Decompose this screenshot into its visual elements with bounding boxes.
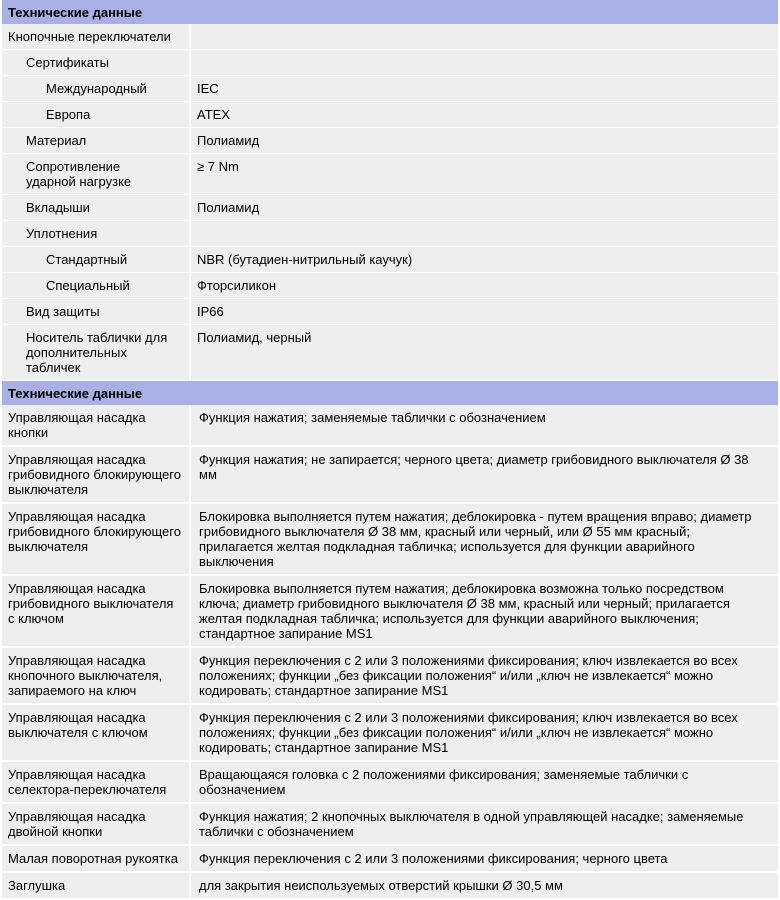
table-row — [2, 102, 778, 128]
table-row — [2, 76, 778, 102]
row-label: Управляющая насадка селектора-переключателя — [2, 761, 190, 803]
row-value — [190, 221, 778, 247]
table-row — [2, 647, 778, 704]
row-value: ≥ 7 Nm — [190, 154, 778, 195]
table-row — [2, 872, 778, 899]
section-header — [2, 381, 778, 405]
row-value: Функция переключения с 2 или 3 положениями фиксирования; черного цвета — [190, 845, 778, 872]
table-row — [2, 446, 778, 503]
table-row — [2, 803, 778, 845]
table-row — [2, 128, 778, 154]
row-value: Полиамид — [190, 195, 778, 221]
row-value: NBR (бутадиен-нитрильный каучук) — [190, 247, 778, 273]
row-label: Европа — [2, 102, 190, 128]
row-label: Уплотнения — [2, 221, 190, 247]
row-label: Кнопочные переключатели — [2, 24, 190, 50]
row-value — [190, 24, 778, 50]
table-row — [2, 221, 778, 247]
row-label: Материал — [2, 128, 190, 154]
row-value: для закрытия неиспользуемых отверстий крышки Ø 30,5 мм — [190, 872, 778, 899]
table-row — [2, 299, 778, 325]
row-value: Функция нажатия; заменяемые таблички с обозначением — [190, 405, 778, 446]
row-value: Полиамид, черный — [190, 325, 778, 381]
spec-table-basic — [2, 0, 778, 381]
row-value: Функция переключения с 2 или 3 положениями фиксирования; ключ извлекается во всех положениях; функции „без фиксации положения“ и/или „ключ не извлекается“ можно кодировать; стандартное запирание MS1 — [190, 647, 778, 704]
row-label: Управляющая насадка грибовидного блокирующего выключателя — [2, 446, 190, 503]
row-label: Вид защиты — [2, 299, 190, 325]
table-row — [2, 195, 778, 221]
spec-table-operators — [2, 381, 778, 900]
table-row — [2, 50, 778, 76]
section-title: Технические данные — [2, 381, 778, 405]
table-row — [2, 325, 778, 381]
table-row — [2, 273, 778, 299]
row-value: Функция нажатия; 2 кнопочных выключателя в одной управляющей насадке; заменяемые таблички с обозначением — [190, 803, 778, 845]
row-label: Международный — [2, 76, 190, 102]
row-value: Блокировка выполняется путем нажатия; деблокировка - путем вращения вправо; диаметр грибовидного выключателя Ø 38 мм, красный или черный, или Ø 55 мм красный; прилагается желтая подкладная табличка; используется для функции аварийного выключения — [190, 503, 778, 575]
table-row — [2, 761, 778, 803]
row-label: Малая поворотная рукоятка — [2, 845, 190, 872]
row-label: Управляющая насадка двойной кнопки — [2, 803, 190, 845]
row-value: Фторсиликон — [190, 273, 778, 299]
table-row — [2, 24, 778, 50]
row-label: Управляющая насадка грибовидного блокирующего выключателя — [2, 503, 190, 575]
row-label: Носитель таблички для дополнительных табличек — [2, 325, 190, 381]
row-label: Заглушка — [2, 872, 190, 899]
row-value — [190, 50, 778, 76]
row-label: Управляющая насадка выключателя с ключом — [2, 704, 190, 761]
table-row — [2, 405, 778, 446]
table-row — [2, 575, 778, 647]
row-value: Функция нажатия; не запирается; черного цвета; диаметр грибовидного выключателя Ø 38 мм — [190, 446, 778, 503]
section-title: Технические данные — [2, 0, 778, 24]
row-label: Специальный — [2, 273, 190, 299]
row-label: Стандартный — [2, 247, 190, 273]
row-label: Управляющая насадка кнопки — [2, 405, 190, 446]
table-row — [2, 704, 778, 761]
row-label: Управляющая насадка кнопочного выключателя, запираемого на ключ — [2, 647, 190, 704]
section-header — [2, 0, 778, 24]
row-label: Управляющая насадка грибовидного выключателя с ключом — [2, 575, 190, 647]
row-value: IEC — [190, 76, 778, 102]
row-value: IP66 — [190, 299, 778, 325]
row-value: Вращающаяся головка с 2 положениями фиксирования; заменяемые таблички с обозначением — [190, 761, 778, 803]
table-row — [2, 503, 778, 575]
row-label: Вкладыши — [2, 195, 190, 221]
row-value: Полиамид — [190, 128, 778, 154]
row-value: Блокировка выполняется путем нажатия; деблокировка возможна только посредством ключа; диаметр грибовидного выключателя Ø 38 мм, красный или черный; прилагается желтая подкладная табличка; используется для функции аварийного выключения; стандартное запирание MS1 — [190, 575, 778, 647]
table-row — [2, 247, 778, 273]
row-label: Сертификаты — [2, 50, 190, 76]
row-value: ATEX — [190, 102, 778, 128]
row-label: Сопротивление ударной нагрузке — [2, 154, 190, 195]
table-row — [2, 154, 778, 195]
row-value: Функция переключения с 2 или 3 положениями фиксирования; ключ извлекается во всех положениях; функции „без фиксации положения“ и/или „ключ не извлекается“ можно кодировать; стандартное запирание MS1 — [190, 704, 778, 761]
